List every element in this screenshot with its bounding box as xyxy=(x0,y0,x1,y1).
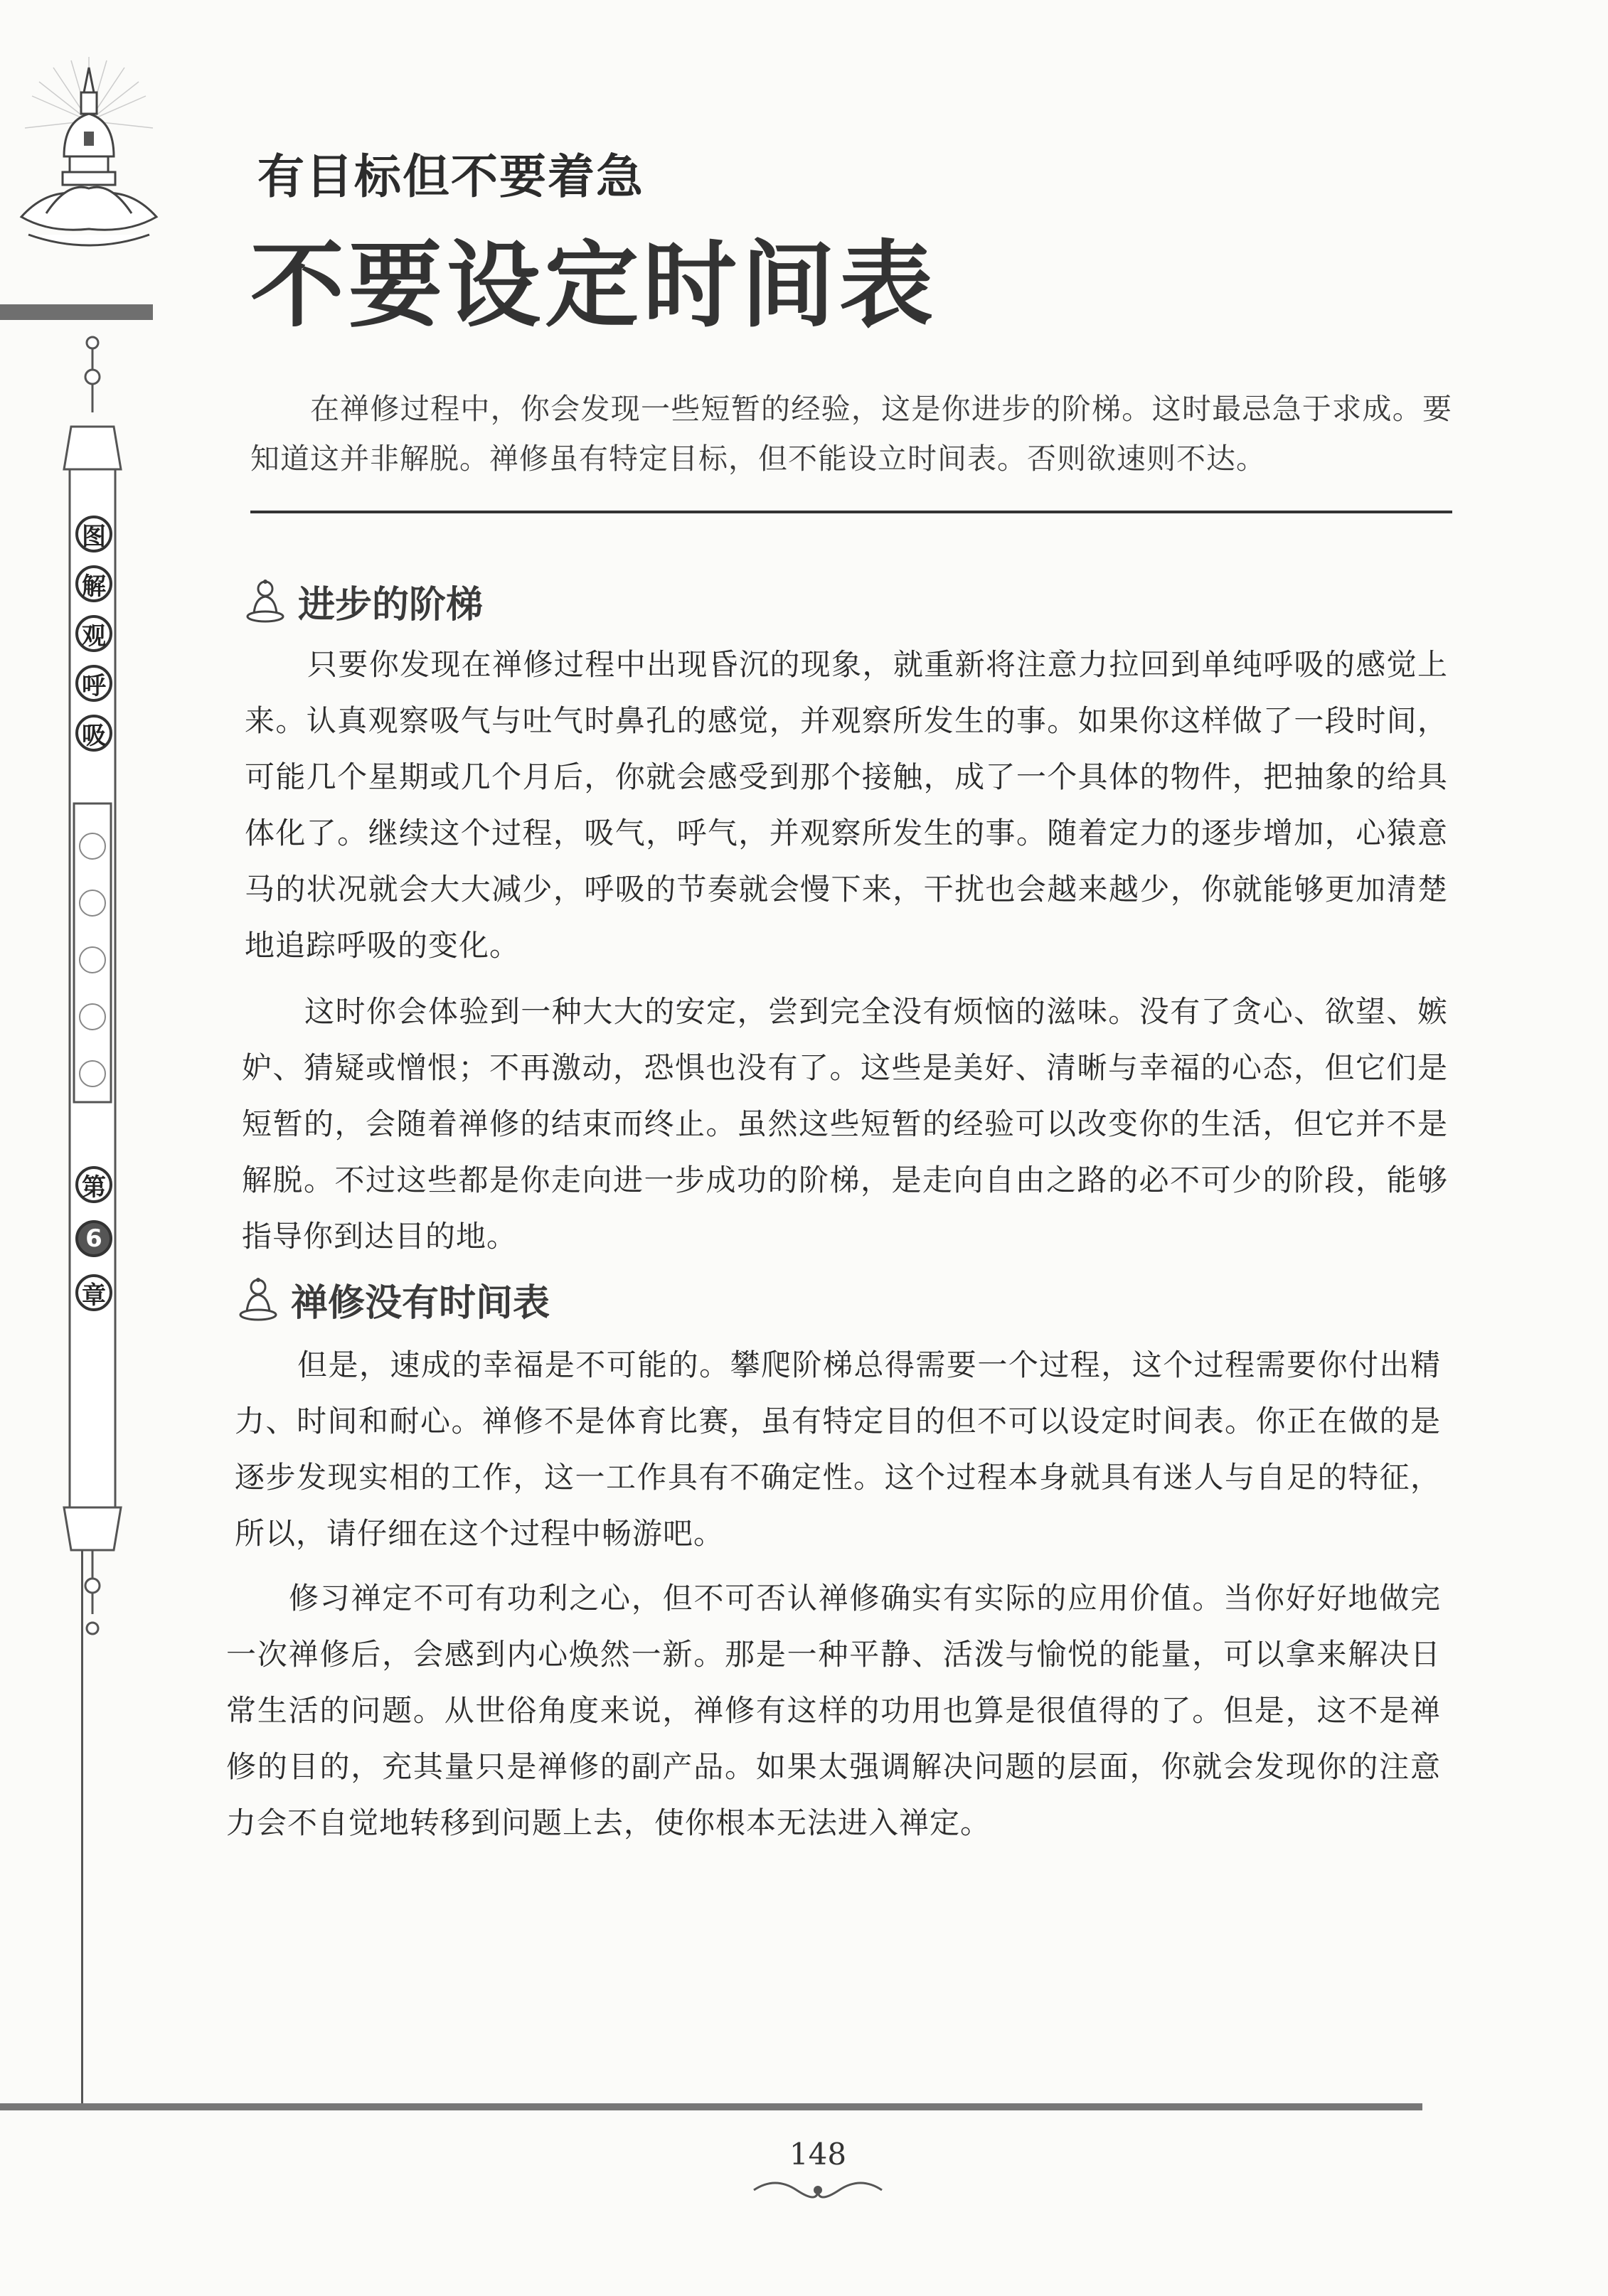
book-title-char: 图 xyxy=(75,516,112,552)
book-title-char: 吸 xyxy=(75,715,112,752)
section-heading xyxy=(245,575,483,628)
intro-paragraph: 在禅修过程中，你会发现一些短暂的经验，这是你进步的阶梯。这时最忌急于求成。要知道这并非解脱。禅修虽有特定目标，但不能设立时间表。否则欲速则不达。 xyxy=(250,392,1452,476)
section-heading xyxy=(238,1273,550,1326)
stupa-lotus-emblem xyxy=(7,43,171,284)
section-title: 禅修没有时间表 xyxy=(291,1281,550,1325)
chapter-number: 6 xyxy=(75,1220,112,1257)
meditating-figure-icon xyxy=(245,580,285,624)
intro-divider xyxy=(250,511,1452,513)
section-title: 进步的阶梯 xyxy=(298,583,484,626)
body-paragraph: 但是，速成的幸福是不可能的。攀爬阶梯总得需要一个过程，这个过程需要你付出精力、时间和耐心。禅修不是体育比赛，虽有特定目的但不可以设定时间表。你正在做的是逐步发现实相的工作，这一工作具有不确定性。这个过程本身就具有迷人与自足的特征，所以，请仔细在这个过程中畅游吧。 xyxy=(235,1347,1441,1551)
book-title-char: 观 xyxy=(75,615,112,652)
footer-ornament xyxy=(747,2176,889,2204)
page-number: 148 xyxy=(789,2137,847,2172)
page-title: 不要设定时间表 xyxy=(250,230,937,341)
left-margin-rule xyxy=(81,1550,83,2105)
book-title-char: 解 xyxy=(75,565,112,602)
page-subtitle: 有目标但不要着急 xyxy=(257,149,644,204)
body-paragraph: 这时你会体验到一种大大的安定，尝到完全没有烦恼的滋味。没有了贪心、欲望、嫉妒、猜疑或憎恨；不再激动，恐惧也没有了。这些是美好、清晰与幸福的心态，但它们是短暂的，会随着禅修的结束而终止。虽然这些短暂的经验可以改变你的生活，但它并不是解脱。不过这些都是你走向进一步成功的阶梯，是走向自由之路的必不可少的阶段，能够指导你到达目的地。 xyxy=(242,994,1448,1254)
body-paragraph: 修习禅定不可有功利之心，但不可否认禅修确实有实际的应用价值。当你好好地做完一次禅修后，会感到内心焕然一新。那是一种平静、活泼与愉悦的能量，可以拿来解决日常生活的问题。从世俗角度来说，禅修有这样的功用也算是很值得的了。但是，这不是禅修的目的，充其量只是禅修的副产品。如果太强调解决问题的层面，你就会发现你的注意力会不自觉地转移到问题上去，使你根本无法进入禅定。 xyxy=(226,1581,1441,1840)
header-bar xyxy=(0,304,153,320)
meditating-figure-icon xyxy=(238,1278,278,1322)
chapter-char: 章 xyxy=(75,1274,112,1311)
footer-rule xyxy=(0,2103,1422,2110)
book-title-char: 呼 xyxy=(75,665,112,702)
body-paragraph: 只要你发现在禅修过程中出现昏沉的现象，就重新将注意力拉回到单纯呼吸的感觉上来。认真观察吸气与吐气时鼻孔的感觉，并观察所发生的事。如果你这样做了一段时间，可能几个星期或几个月后，你就会感受到那个接触，成了一个具体的物件，把抽象的给具体化了。继续这个过程，吸气，呼气，并观察所发生的事。随着定力的逐步增加，心猿意马的状况就会大大减少，呼吸的节奏就会慢下来，干扰也会越来越少，你就能够更加清楚地追踪呼吸的变化。 xyxy=(245,647,1448,963)
chapter-char: 第 xyxy=(75,1166,112,1203)
